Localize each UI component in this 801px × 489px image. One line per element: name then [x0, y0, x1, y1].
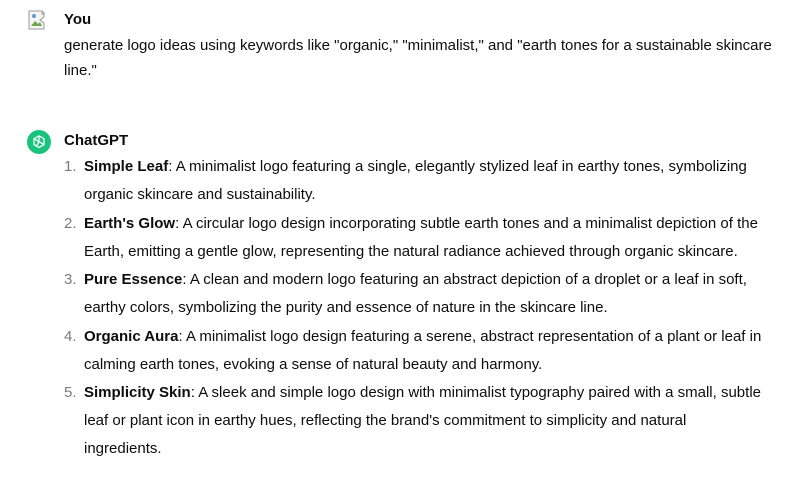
list-item	[64, 323, 764, 379]
user-message-text: generate logo ideas using keywords like "organic," "minimalist," and "earth tones for a sustainable skincare line."	[64, 37, 772, 79]
broken-image-icon	[27, 9, 49, 31]
user-name: You	[64, 11, 92, 28]
list-item-text: : A minimalist logo featuring a single, elegantly stylized leaf in earthy tones, symbolizing organic skincare and sustainability.	[84, 158, 747, 203]
assistant-avatar	[27, 130, 51, 154]
list-item-title: Organic Aura	[84, 327, 179, 345]
list-item-number: 2.	[64, 214, 77, 232]
list-item-title: Pure Essence	[84, 271, 183, 288]
list-item	[64, 379, 764, 463]
list-item-text: : A minimalist logo design featuring a serene, abstract representation of a plant or leaf in calming earth tones, evoking a sense of natural beauty and harmony.	[84, 327, 762, 373]
list-item	[64, 266, 764, 322]
user-avatar	[27, 9, 49, 31]
logo-ideas-list	[64, 153, 764, 464]
list-item-title: Earth's Glow	[84, 214, 176, 232]
openai-logo-icon	[31, 134, 47, 150]
list-item-text: : A clean and modern logo featuring an abstract depiction of a droplet or a leaf in soft, earthy colors, symbolizing the purity and essence of nature in the skincare line.	[84, 271, 747, 316]
list-item-number: 3.	[64, 271, 77, 288]
list-item	[64, 153, 764, 209]
list-item-number: 4.	[64, 327, 77, 345]
list-item	[64, 210, 764, 266]
assistant-name: ChatGPT	[64, 132, 129, 149]
list-item-text: : A sleek and simple logo design with minimalist typography paired with a small, subtle leaf or plant icon in earthy hues, reflecting the brand's commitment to simplicity and natural ingredients.	[84, 384, 761, 457]
list-item-number: 5.	[64, 384, 77, 401]
list-item-number: 1.	[64, 158, 77, 175]
list-item-text: : A circular logo design incorporating subtle earth tones and a minimalist depiction of the Earth, emitting a gentle glow, representing the natural radiance achieved through organic skincare.	[84, 214, 758, 260]
list-item-title: Simplicity Skin	[84, 384, 191, 401]
list-item-title: Simple Leaf	[84, 158, 169, 175]
